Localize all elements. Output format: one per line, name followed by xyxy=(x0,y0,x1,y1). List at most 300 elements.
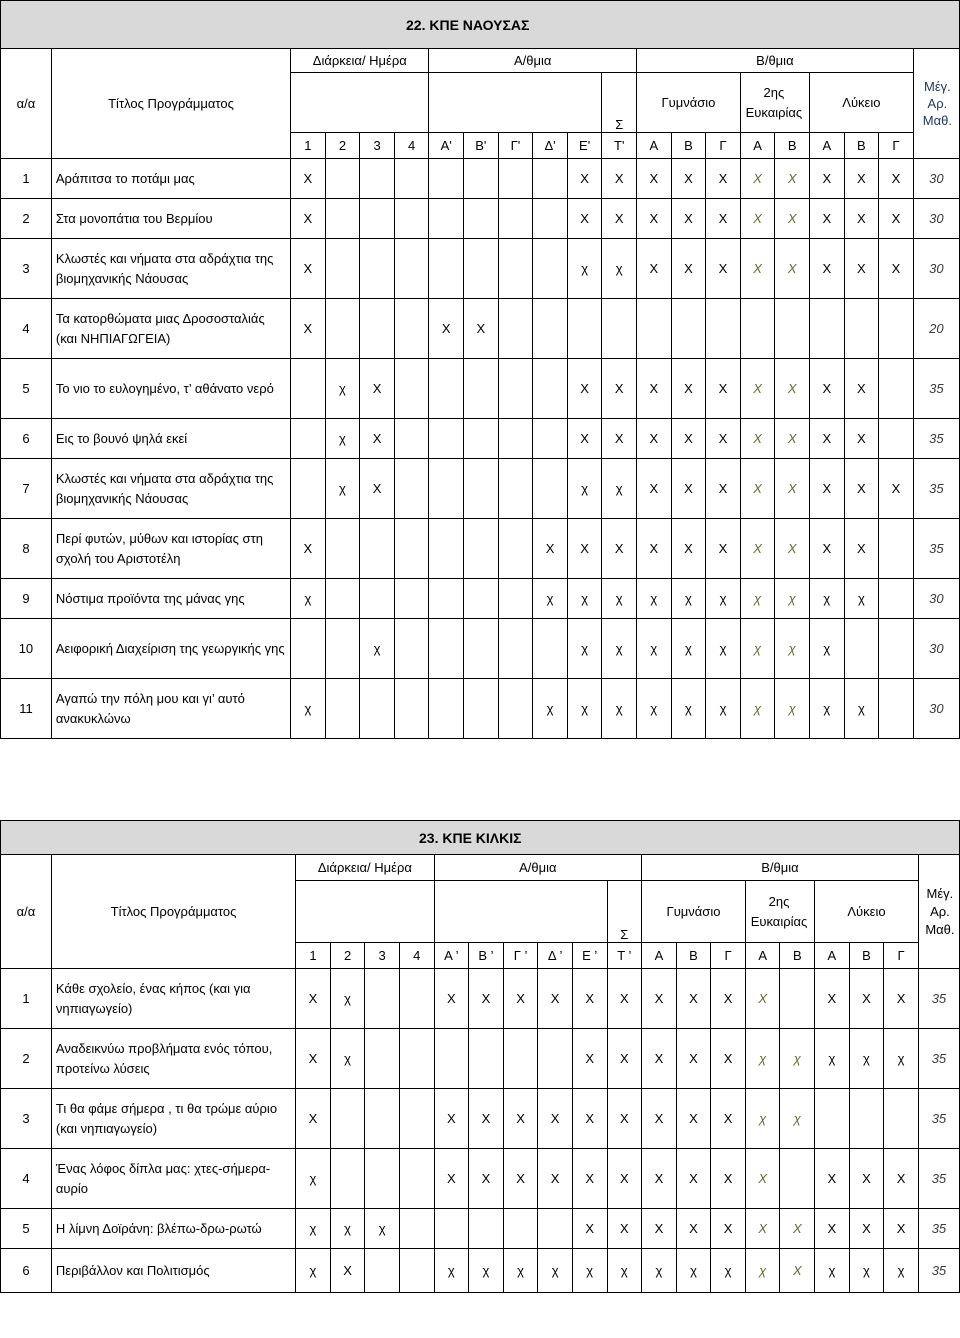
mark-cell xyxy=(498,199,533,239)
mark-cell xyxy=(533,419,568,459)
mark-cell xyxy=(498,579,533,619)
mark-cell xyxy=(464,579,499,619)
mark-cell xyxy=(291,419,326,459)
row-number: 6 xyxy=(1,419,52,459)
column-label: Β xyxy=(844,133,879,159)
mark-cell: Χ xyxy=(809,459,844,519)
mark-cell: χ xyxy=(602,459,637,519)
mark-cell: Χ xyxy=(884,1149,919,1209)
mark-cell: χ xyxy=(671,579,706,619)
mark-cell xyxy=(434,1209,469,1249)
mark-cell: Χ xyxy=(775,419,810,459)
max-students: 35 xyxy=(918,1249,959,1293)
column-label: Β xyxy=(671,133,706,159)
max-students: 20 xyxy=(913,299,959,359)
mark-cell xyxy=(879,299,914,359)
mark-cell xyxy=(291,459,326,519)
mark-cell xyxy=(325,299,360,359)
mark-cell: Χ xyxy=(602,199,637,239)
table-row xyxy=(1,239,960,299)
header-aa: α/α xyxy=(1,49,52,159)
row-number: 9 xyxy=(1,579,52,619)
mark-cell: χ xyxy=(533,679,568,739)
mark-cell xyxy=(394,159,429,199)
mark-cell: Χ xyxy=(815,969,850,1029)
mark-cell: Χ xyxy=(637,459,672,519)
mark-cell: χ xyxy=(884,1249,919,1293)
mark-cell xyxy=(533,199,568,239)
mark-cell: Χ xyxy=(572,969,607,1029)
mark-cell: Χ xyxy=(642,1149,677,1209)
mark-cell: χ xyxy=(567,579,602,619)
column-label: Β xyxy=(780,943,815,969)
mark-cell: Χ xyxy=(706,519,741,579)
header-second-chance: 2ης Ευκαιρίας xyxy=(745,881,814,943)
mark-cell: Χ xyxy=(567,159,602,199)
mark-cell: Χ xyxy=(676,969,711,1029)
mark-cell xyxy=(498,239,533,299)
mark-cell xyxy=(360,159,395,199)
mark-cell: Χ xyxy=(567,519,602,579)
mark-cell: χ xyxy=(330,1209,365,1249)
column-label: Β' xyxy=(464,133,499,159)
mark-cell xyxy=(394,299,429,359)
mark-cell: χ xyxy=(567,239,602,299)
column-label: Β ’ xyxy=(469,943,504,969)
mark-cell: Χ xyxy=(780,1209,815,1249)
mark-cell xyxy=(498,159,533,199)
column-label: 1 xyxy=(296,943,331,969)
mark-cell: Χ xyxy=(607,1209,642,1249)
table-row xyxy=(1,359,960,419)
mark-cell xyxy=(671,299,706,359)
program-title: Αράπιτσα το ποτάμι μας xyxy=(51,159,290,199)
mark-cell xyxy=(464,679,499,739)
mark-cell: Χ xyxy=(607,1089,642,1149)
mark-cell: χ xyxy=(740,579,775,619)
mark-cell xyxy=(429,359,464,419)
column-label: Α' xyxy=(429,133,464,159)
mark-cell: χ xyxy=(706,679,741,739)
mark-cell xyxy=(360,239,395,299)
max-students: 30 xyxy=(913,579,959,619)
row-number: 8 xyxy=(1,519,52,579)
mark-cell: Χ xyxy=(809,419,844,459)
mark-cell xyxy=(429,519,464,579)
table-kpe-kilkis xyxy=(0,820,960,1293)
mark-cell: Χ xyxy=(607,969,642,1029)
table-row xyxy=(1,419,960,459)
mark-cell: χ xyxy=(671,619,706,679)
mark-cell: Χ xyxy=(775,239,810,299)
mark-cell: Χ xyxy=(637,519,672,579)
mark-cell: χ xyxy=(849,1249,884,1293)
mark-cell: χ xyxy=(745,1249,780,1293)
mark-cell: χ xyxy=(533,579,568,619)
mark-cell xyxy=(809,299,844,359)
header-a-thmia: Α/θμια xyxy=(434,855,642,881)
mark-cell: Χ xyxy=(602,419,637,459)
mark-cell: Χ xyxy=(637,159,672,199)
mark-cell: χ xyxy=(291,579,326,619)
program-title: Αγαπώ την πόλη μου και γι’ αυτό ανακυκλώνω xyxy=(51,679,290,739)
mark-cell: Χ xyxy=(642,969,677,1029)
mark-cell: Χ xyxy=(844,239,879,299)
mark-cell: χ xyxy=(844,579,879,619)
mark-cell xyxy=(360,579,395,619)
mark-cell: Χ xyxy=(642,1209,677,1249)
max-students: 35 xyxy=(918,1029,959,1089)
column-label: Γ ’ xyxy=(503,943,538,969)
mark-cell: χ xyxy=(607,1249,642,1293)
mark-cell: Χ xyxy=(296,1089,331,1149)
program-title: Περιβάλλον και Πολιτισμός xyxy=(51,1249,295,1293)
mark-cell: Χ xyxy=(711,969,746,1029)
mark-cell xyxy=(330,1149,365,1209)
mark-cell: Χ xyxy=(291,159,326,199)
mark-cell xyxy=(365,1089,400,1149)
mark-cell xyxy=(429,239,464,299)
mark-cell xyxy=(360,679,395,739)
mark-cell: Χ xyxy=(637,199,672,239)
mark-cell: Χ xyxy=(849,1149,884,1209)
mark-cell: Χ xyxy=(642,1029,677,1089)
mark-cell xyxy=(394,579,429,619)
mark-cell xyxy=(464,199,499,239)
row-number: 4 xyxy=(1,1149,52,1209)
mark-cell: Χ xyxy=(879,239,914,299)
mark-cell: Χ xyxy=(538,1089,573,1149)
mark-cell xyxy=(464,459,499,519)
mark-cell: Χ xyxy=(671,419,706,459)
mark-cell xyxy=(429,459,464,519)
row-number: 3 xyxy=(1,1089,52,1149)
mark-cell: Χ xyxy=(360,459,395,519)
mark-cell xyxy=(429,199,464,239)
header-sigma: Σ xyxy=(607,881,642,943)
mark-cell xyxy=(434,1029,469,1089)
column-label: Γ xyxy=(879,133,914,159)
mark-cell: χ xyxy=(780,1029,815,1089)
mark-cell: Χ xyxy=(671,519,706,579)
max-students: 35 xyxy=(918,1149,959,1209)
mark-cell xyxy=(365,969,400,1029)
mark-cell: χ xyxy=(671,679,706,739)
mark-cell: χ xyxy=(325,419,360,459)
mark-cell: Χ xyxy=(740,359,775,419)
mark-cell: Χ xyxy=(775,359,810,419)
mark-cell: Χ xyxy=(676,1149,711,1209)
mark-cell: Χ xyxy=(809,519,844,579)
mark-cell: Χ xyxy=(469,1149,504,1209)
mark-cell xyxy=(325,239,360,299)
header-gymnasio: Γυμνάσιο xyxy=(642,881,746,943)
program-title: Αειφορική Διαχείριση της γεωργικής γης xyxy=(51,619,290,679)
mark-cell xyxy=(291,619,326,679)
mark-cell xyxy=(469,1209,504,1249)
row-number: 7 xyxy=(1,459,52,519)
mark-cell: χ xyxy=(706,619,741,679)
mark-cell: χ xyxy=(775,619,810,679)
mark-cell: χ xyxy=(809,619,844,679)
mark-cell: χ xyxy=(745,1029,780,1089)
mark-cell: Χ xyxy=(711,1029,746,1089)
program-title: Εις το βουνό ψηλά εκεί xyxy=(51,419,290,459)
mark-cell: Χ xyxy=(296,969,331,1029)
mark-cell: Χ xyxy=(809,199,844,239)
max-students: 35 xyxy=(913,459,959,519)
max-students: 35 xyxy=(913,519,959,579)
mark-cell: Χ xyxy=(503,1089,538,1149)
program-title: Κλωστές και νήματα στα αδράχτια της βιομηχανικής Νάουσας xyxy=(51,239,290,299)
mark-cell: Χ xyxy=(434,1089,469,1149)
mark-cell: χ xyxy=(296,1209,331,1249)
mark-cell xyxy=(844,619,879,679)
mark-cell xyxy=(325,159,360,199)
mark-cell: χ xyxy=(711,1249,746,1293)
mark-cell: Χ xyxy=(711,1149,746,1209)
mark-cell: Χ xyxy=(879,199,914,239)
mark-cell xyxy=(879,679,914,739)
mark-cell: Χ xyxy=(740,239,775,299)
mark-cell: Χ xyxy=(706,459,741,519)
max-students: 35 xyxy=(913,419,959,459)
mark-cell: χ xyxy=(330,969,365,1029)
mark-cell xyxy=(394,419,429,459)
mark-cell xyxy=(498,359,533,419)
mark-cell xyxy=(815,1089,850,1149)
mark-cell: χ xyxy=(780,1089,815,1149)
row-number: 5 xyxy=(1,359,52,419)
mark-cell: Χ xyxy=(879,459,914,519)
mark-cell: Χ xyxy=(676,1209,711,1249)
mark-cell xyxy=(429,159,464,199)
mark-cell: Χ xyxy=(572,1149,607,1209)
column-label: Α ’ xyxy=(434,943,469,969)
mark-cell: Χ xyxy=(815,1209,850,1249)
mark-cell: χ xyxy=(815,1029,850,1089)
mark-cell xyxy=(330,1089,365,1149)
max-students: 35 xyxy=(918,1209,959,1249)
mark-cell: Χ xyxy=(844,199,879,239)
mark-cell: χ xyxy=(809,579,844,619)
mark-cell xyxy=(360,199,395,239)
mark-cell: Χ xyxy=(291,199,326,239)
table-row xyxy=(1,679,960,739)
mark-cell xyxy=(498,459,533,519)
column-label: 3 xyxy=(360,133,395,159)
mark-cell: Χ xyxy=(780,1249,815,1293)
mark-cell xyxy=(533,459,568,519)
column-label: Α xyxy=(637,133,672,159)
table-row xyxy=(1,1209,960,1249)
max-students: 35 xyxy=(918,1089,959,1149)
mark-cell: Χ xyxy=(775,519,810,579)
program-title: Η λίμνη Δοϊράνη: βλέπω-δρω-ρωτώ xyxy=(51,1209,295,1249)
mark-cell: Χ xyxy=(879,159,914,199)
mark-cell xyxy=(533,619,568,679)
mark-cell: Χ xyxy=(740,459,775,519)
column-label: Β xyxy=(775,133,810,159)
program-title: Κάθε σχολείο, ένας κήπος (και για νηπιαγωγείο) xyxy=(51,969,295,1029)
mark-cell: Χ xyxy=(849,1209,884,1249)
mark-cell: χ xyxy=(844,679,879,739)
header-lykeio: Λύκειο xyxy=(815,881,919,943)
row-number: 1 xyxy=(1,159,52,199)
mark-cell: Χ xyxy=(602,359,637,419)
table-row xyxy=(1,159,960,199)
mark-cell: Χ xyxy=(602,519,637,579)
mark-cell xyxy=(503,1209,538,1249)
mark-cell: Χ xyxy=(607,1029,642,1089)
mark-cell: χ xyxy=(330,1029,365,1089)
mark-cell: Χ xyxy=(572,1089,607,1149)
mark-cell xyxy=(879,419,914,459)
mark-cell: Χ xyxy=(434,1149,469,1209)
mark-cell: Χ xyxy=(775,159,810,199)
mark-cell: Χ xyxy=(567,199,602,239)
table-row xyxy=(1,1029,960,1089)
mark-cell: Χ xyxy=(642,1089,677,1149)
mark-cell: χ xyxy=(637,619,672,679)
mark-cell: Χ xyxy=(503,1149,538,1209)
mark-cell: χ xyxy=(567,619,602,679)
row-number: 2 xyxy=(1,1029,52,1089)
table-row xyxy=(1,969,960,1029)
mark-cell: Χ xyxy=(291,519,326,579)
max-students: 30 xyxy=(913,199,959,239)
column-label: Α xyxy=(740,133,775,159)
mark-cell: Χ xyxy=(706,419,741,459)
mark-cell: Χ xyxy=(469,969,504,1029)
mark-cell: Χ xyxy=(637,419,672,459)
mark-cell: Χ xyxy=(434,969,469,1029)
max-students: 30 xyxy=(913,619,959,679)
mark-cell: χ xyxy=(706,579,741,619)
mark-cell xyxy=(394,519,429,579)
column-label: 3 xyxy=(365,943,400,969)
table-row xyxy=(1,299,960,359)
program-title: Κλωστές και νήματα στα αδράχτια της βιομηχανικής Νάουσας xyxy=(51,459,290,519)
mark-cell: χ xyxy=(434,1249,469,1293)
column-label: Α xyxy=(809,133,844,159)
mark-cell xyxy=(879,519,914,579)
max-students: 30 xyxy=(913,239,959,299)
mark-cell: Χ xyxy=(567,359,602,419)
column-label: Α xyxy=(642,943,677,969)
mark-cell xyxy=(360,519,395,579)
row-number: 11 xyxy=(1,679,52,739)
mark-cell: Χ xyxy=(503,969,538,1029)
column-label: Ε' xyxy=(567,133,602,159)
column-label: 2 xyxy=(330,943,365,969)
mark-cell: χ xyxy=(365,1209,400,1249)
mark-cell: Χ xyxy=(740,159,775,199)
mark-cell: Χ xyxy=(637,359,672,419)
column-label: Γ xyxy=(706,133,741,159)
table-row xyxy=(1,1249,960,1293)
mark-cell xyxy=(464,619,499,679)
mark-cell: Χ xyxy=(291,239,326,299)
mark-cell xyxy=(884,1089,919,1149)
table-row xyxy=(1,1149,960,1209)
column-label: Α xyxy=(815,943,850,969)
max-students: 35 xyxy=(913,359,959,419)
mark-cell xyxy=(399,1149,434,1209)
mark-cell xyxy=(498,519,533,579)
table-row xyxy=(1,579,960,619)
mark-cell xyxy=(399,1029,434,1089)
mark-cell: χ xyxy=(325,359,360,419)
column-label: Δ ’ xyxy=(538,943,573,969)
mark-cell: χ xyxy=(676,1249,711,1293)
column-label: 1 xyxy=(291,133,326,159)
mark-cell: Χ xyxy=(464,299,499,359)
mark-cell xyxy=(394,199,429,239)
header-gymnasio: Γυμνάσιο xyxy=(637,73,741,133)
mark-cell: χ xyxy=(602,619,637,679)
mark-cell xyxy=(394,619,429,679)
mark-cell: Χ xyxy=(775,459,810,519)
mark-cell xyxy=(394,679,429,739)
mark-cell xyxy=(533,299,568,359)
mark-cell: Χ xyxy=(671,159,706,199)
mark-cell: χ xyxy=(775,579,810,619)
mark-cell xyxy=(325,519,360,579)
table-row xyxy=(1,619,960,679)
mark-cell xyxy=(602,299,637,359)
mark-cell xyxy=(567,299,602,359)
table-row xyxy=(1,519,960,579)
mark-cell xyxy=(879,359,914,419)
mark-cell: Χ xyxy=(330,1249,365,1293)
mark-cell: χ xyxy=(469,1249,504,1293)
mark-cell xyxy=(498,619,533,679)
mark-cell: Χ xyxy=(296,1029,331,1089)
mark-cell: χ xyxy=(642,1249,677,1293)
mark-cell: Χ xyxy=(844,359,879,419)
mark-cell: Χ xyxy=(291,299,326,359)
mark-cell xyxy=(399,969,434,1029)
column-label: Γ xyxy=(884,943,919,969)
mark-cell: Χ xyxy=(745,969,780,1029)
column-label: Α xyxy=(745,943,780,969)
mark-cell xyxy=(365,1029,400,1089)
mark-cell: Χ xyxy=(745,1209,780,1249)
column-label: Γ' xyxy=(498,133,533,159)
mark-cell: χ xyxy=(602,579,637,619)
mark-cell: χ xyxy=(296,1149,331,1209)
mark-cell xyxy=(879,579,914,619)
mark-cell xyxy=(394,459,429,519)
column-label: Β xyxy=(676,943,711,969)
mark-cell xyxy=(533,359,568,419)
mark-cell: Χ xyxy=(671,359,706,419)
mark-cell: Χ xyxy=(844,159,879,199)
mark-cell xyxy=(429,579,464,619)
header-duration: Διάρκεια/ Ημέρα xyxy=(291,49,429,73)
mark-cell: χ xyxy=(637,579,672,619)
mark-cell: Χ xyxy=(572,1029,607,1089)
mark-cell xyxy=(706,299,741,359)
table-title: 23. ΚΠΕ ΚΙΛΚΙΣ xyxy=(1,821,960,855)
mark-cell xyxy=(394,359,429,419)
column-label: Τ' xyxy=(602,133,637,159)
mark-cell: χ xyxy=(775,679,810,739)
column-label: 2 xyxy=(325,133,360,159)
mark-cell: χ xyxy=(503,1249,538,1293)
column-label: Τ ’ xyxy=(607,943,642,969)
